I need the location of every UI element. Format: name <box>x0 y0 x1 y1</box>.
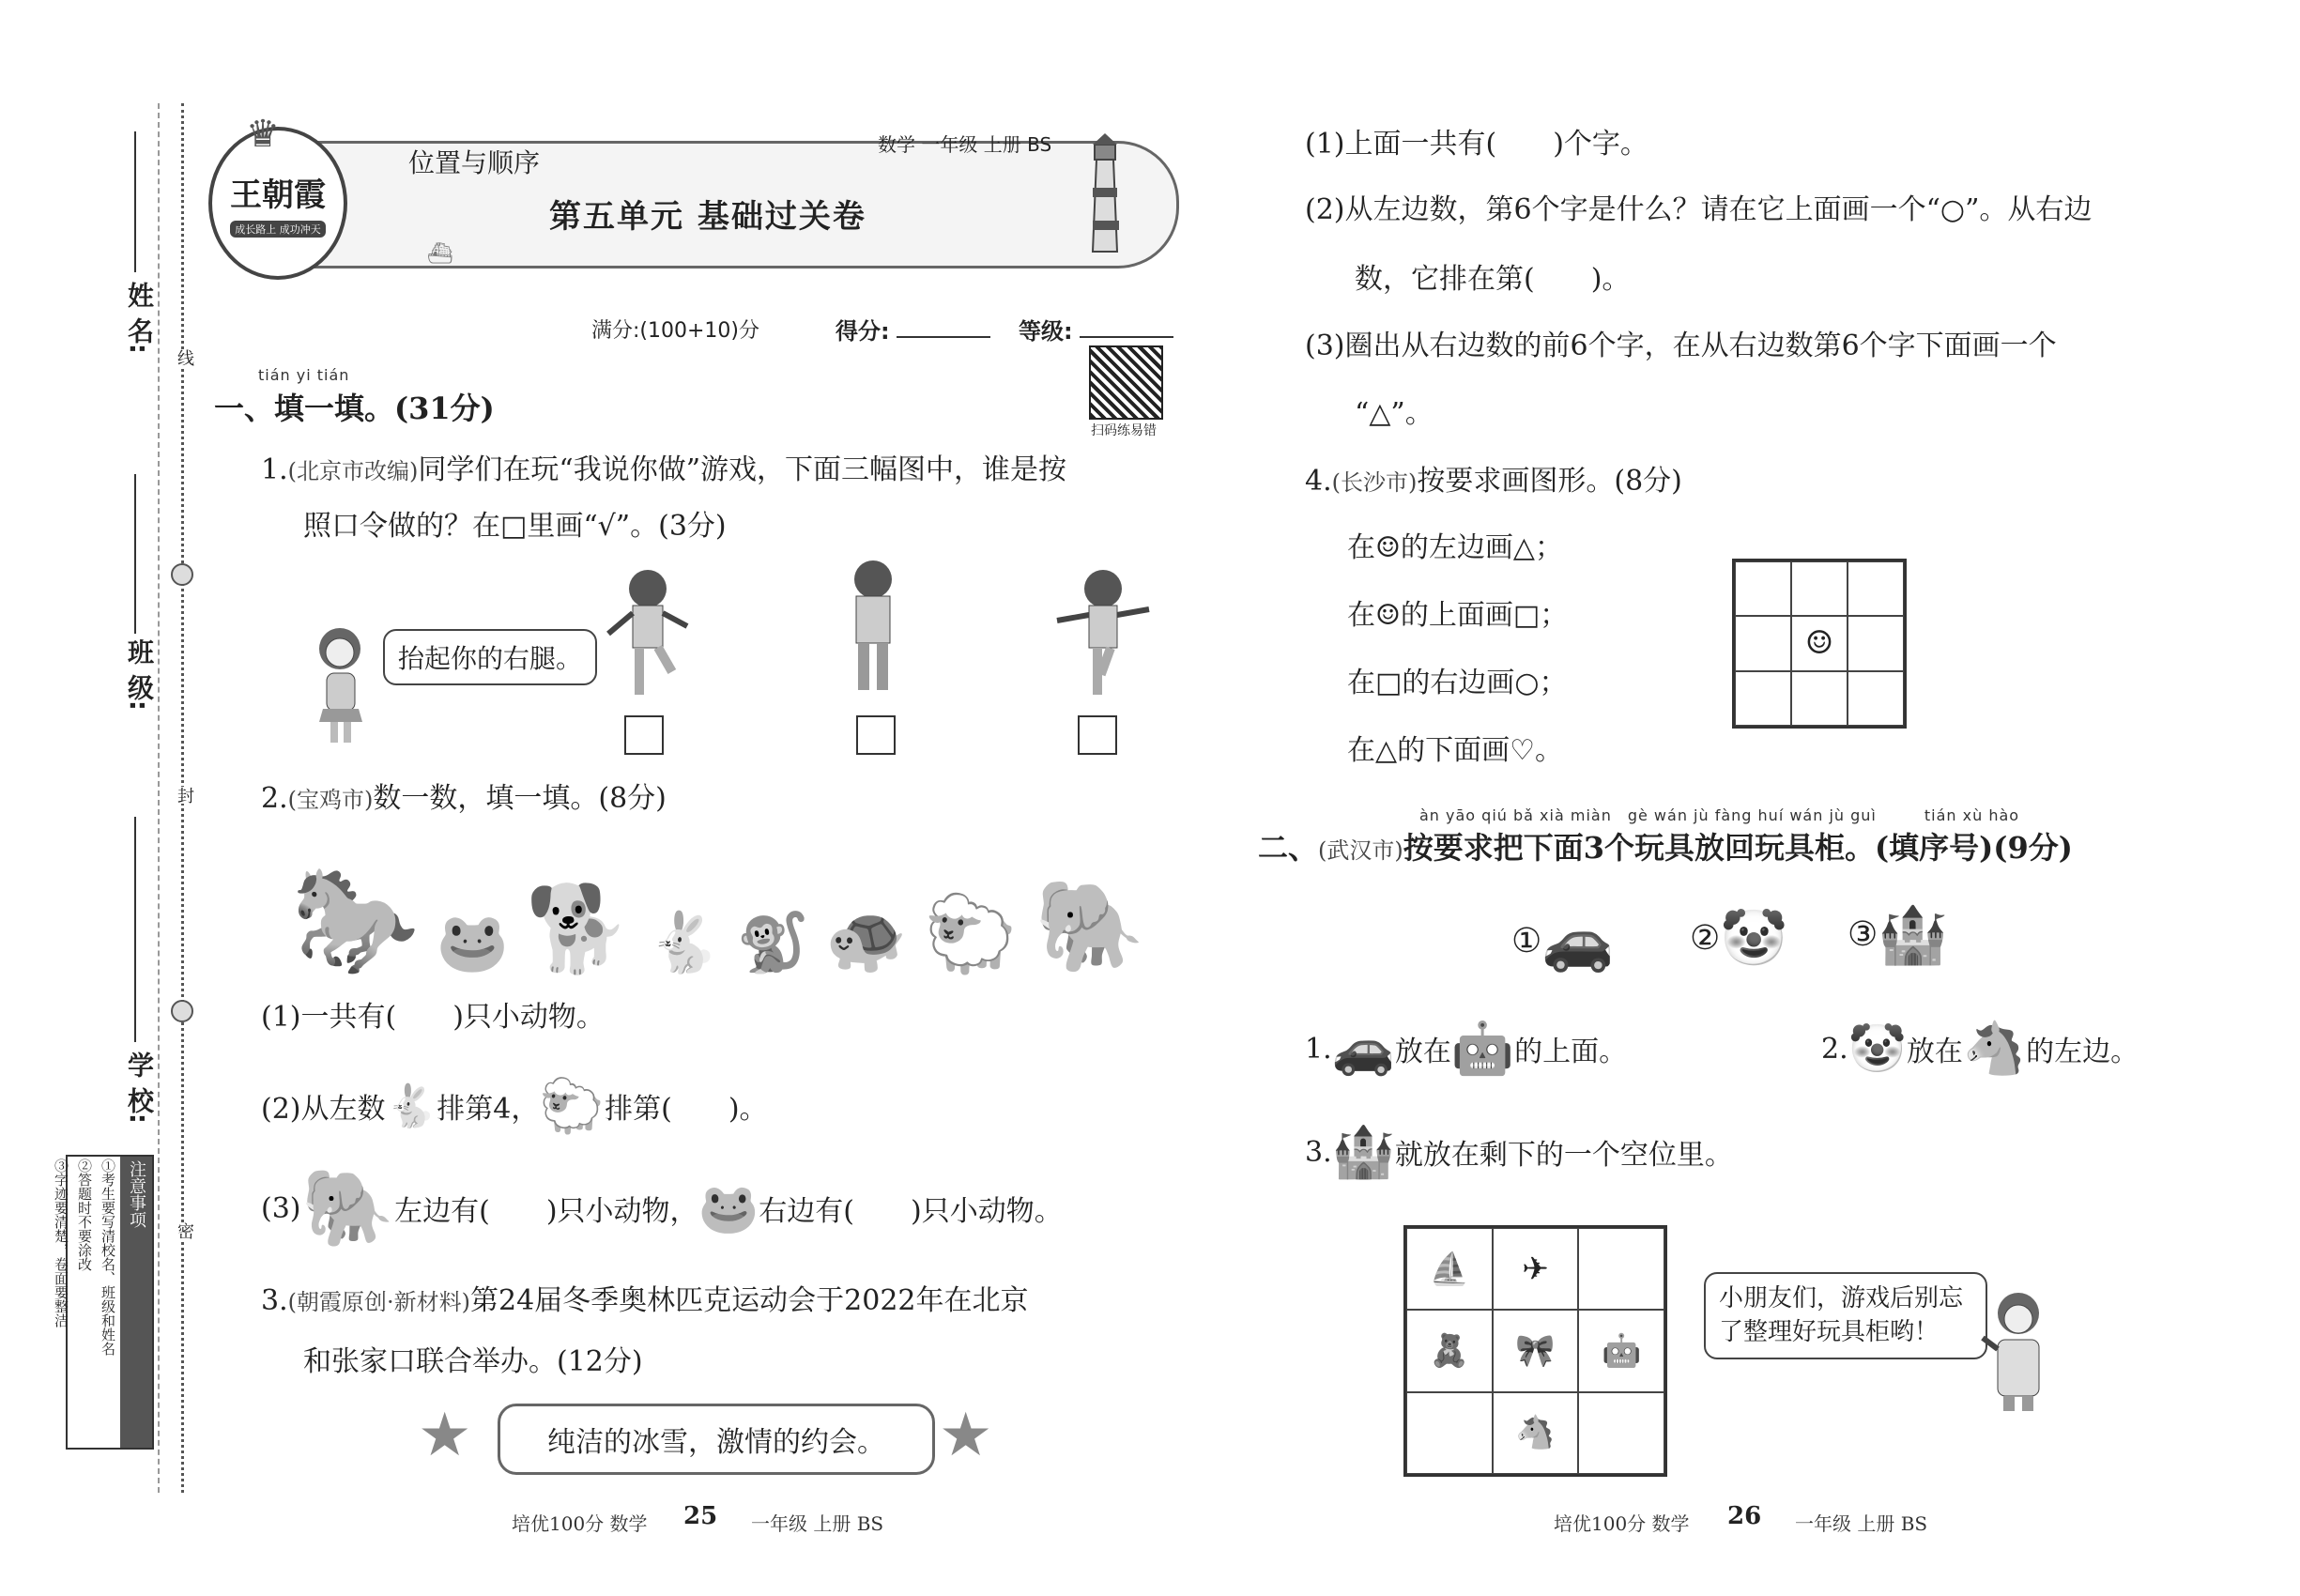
sheep-small-icon: 🐑 <box>539 1076 606 1137</box>
q2-part3-b: 左边有( )只小动物， <box>394 1195 698 1228</box>
notice-title: 注意事项 <box>120 1157 152 1448</box>
toy-2 <box>1690 906 1788 971</box>
left-page-number: 25 <box>683 1502 718 1530</box>
notice-item-1: ①考生要写清校名、班级和姓名 <box>100 1159 116 1356</box>
dog-icon: 🐕 <box>525 880 631 978</box>
q4-number: 4. <box>1305 465 1332 498</box>
rule-1-text-a: 放在 <box>1394 1036 1451 1068</box>
cabinet-slot[interactable] <box>1578 1228 1664 1310</box>
q2-part2-b: 排第4， <box>437 1093 540 1126</box>
section1-pinyin: tián yi tián <box>258 366 350 384</box>
elephant-icon: 🐘 <box>1034 875 1145 978</box>
notice-item-2: ②答题时不要涂改 <box>76 1159 93 1271</box>
cabinet-slot[interactable] <box>1406 1392 1493 1474</box>
ship-icon: ⛴ <box>427 242 453 266</box>
toy-clown-icon: 🤡 <box>1720 906 1788 970</box>
q4-cell[interactable] <box>1735 561 1791 616</box>
school-label: 学 校: <box>124 1051 155 1124</box>
notice-box <box>53 1155 154 1450</box>
sheep-icon: 🐑 <box>924 890 1018 977</box>
q2-text <box>261 775 667 816</box>
toy-2-label: ② <box>1690 919 1721 958</box>
q4-line: 按要求画图形。(8分) <box>1417 465 1682 498</box>
notice-item-3: ③字迹要清楚，卷面要整洁 <box>53 1159 69 1327</box>
blocks-small-icon: 🏰 <box>1331 1122 1395 1181</box>
section2-number: 二、 <box>1258 830 1319 866</box>
logo-subtext: 成长路上 成功冲天 <box>230 221 326 238</box>
answer-box-2[interactable] <box>856 715 896 755</box>
grade-input[interactable] <box>1080 336 1173 338</box>
toy-1 <box>1511 906 1614 975</box>
score-label: 得分: <box>836 318 890 345</box>
name-label: 姓 名: <box>124 282 155 354</box>
q4-cell[interactable] <box>1735 671 1791 726</box>
animal-row <box>291 840 1145 980</box>
toy-rule-1 <box>1305 1019 1627 1079</box>
header-meta: 数学 一年级 上册 BS <box>878 133 1052 156</box>
q4-cell[interactable] <box>1848 616 1904 670</box>
q4-cell[interactable] <box>1735 616 1791 670</box>
rule-2-text-a: 放在 <box>1906 1036 1963 1068</box>
smiley-icon: ☺ <box>1791 616 1848 670</box>
rabbit-small-icon: 🐇 <box>385 1082 437 1130</box>
robot-toy-icon: 🤖 <box>1578 1310 1664 1391</box>
right-page-number: 26 <box>1727 1502 1762 1530</box>
q3-part3-line1: (3)圈出从右边数的前6个字，在从右边数第6个字下面画一个 <box>1305 330 2057 362</box>
car-small-icon: 🚗 <box>1331 1019 1395 1078</box>
girl-figure <box>310 624 376 746</box>
toy-cabinet-grid[interactable] <box>1403 1225 1667 1477</box>
q2-part3-c: 右边有( )只小动物。 <box>759 1195 1063 1228</box>
q2-part2 <box>261 1075 768 1137</box>
mascot-right-icon: ★ <box>939 1401 993 1470</box>
frog-icon: 🐸 <box>436 908 509 976</box>
logo-crown-icon: ♛ <box>246 113 280 156</box>
page-title: 第五单元 基础过关卷 <box>549 198 866 236</box>
q1-text-line2: 照口令做的？在□里画“√”。(3分) <box>303 510 727 543</box>
q3-source: (朝霞原创·新材料) <box>287 1289 470 1315</box>
elephant-small-icon: 🐘 <box>300 1164 395 1251</box>
q4-item-3: 在□的右边画○； <box>1347 667 1568 699</box>
q1-source: (北京市改编) <box>287 458 419 484</box>
seal-char-2: 封 <box>172 787 196 804</box>
q2-line: 数一数，填一填。(8分) <box>373 782 667 815</box>
q4-drawing-grid[interactable] <box>1732 559 1907 729</box>
q3-part2-line1: (2)从左边数，第6个字是什么？请在它上面画一个“○”。从右边 <box>1305 193 2093 226</box>
q1-line1: 同学们在玩“我说你做”游戏，下面三幅图中，谁是按 <box>418 453 1067 486</box>
q2-part2-c: 排第( )。 <box>605 1093 768 1126</box>
q1-number: 1. <box>261 453 288 486</box>
seal-char-3: 密 <box>172 1222 196 1239</box>
right-footer-right: 一年级 上册 BS <box>1795 1512 1928 1535</box>
frog-small-icon: 🐸 <box>698 1180 759 1237</box>
mascot-left-icon: ★ <box>418 1401 472 1470</box>
q3-text-line2: 和张家口联合举办。(12分) <box>303 1345 643 1378</box>
rule-2-number: 2. <box>1821 1032 1848 1066</box>
left-footer-right: 一年级 上册 BS <box>751 1512 884 1535</box>
q3-part1: (1)上面一共有( )个字。 <box>1305 128 1648 161</box>
q3-line1: 第24届冬季奥林匹克运动会于2022年在北京 <box>469 1284 1029 1317</box>
cabinet-slot[interactable] <box>1578 1392 1664 1474</box>
q2-part3-a: (3) <box>261 1191 301 1225</box>
rule-3-number: 3. <box>1305 1135 1332 1169</box>
right-footer: 培优100分 数学 <box>1554 1512 1690 1535</box>
robot-small-icon: 🤖 <box>1450 1019 1515 1078</box>
logo-text: 王朝霞 <box>230 176 326 214</box>
grade-label: 等级: <box>1019 318 1073 345</box>
class-label: 班 级: <box>124 638 155 711</box>
lighthouse-icon <box>1089 131 1121 253</box>
q4-text <box>1305 457 1682 499</box>
seal-char-1: 线 <box>172 349 196 366</box>
rule-2-text-b: 的左边。 <box>2026 1036 2139 1068</box>
toy-car-icon: 🚗 <box>1541 906 1615 974</box>
school-line[interactable] <box>134 817 136 1042</box>
teacher-figure <box>1981 1291 2056 1413</box>
seal-dot-2 <box>171 1000 193 1022</box>
section2-text: 按要求把下面3个玩具放回玩具柜。(填序号)(9分) <box>1403 830 2073 866</box>
section2-pinyin: àn yāo qiú bǎ xià miàn gè wán jù fàng huí wán jù guì tián xù hào <box>1419 806 2020 824</box>
q3-text-line1 <box>261 1277 1029 1318</box>
toy-3-label: ③ <box>1848 915 1878 954</box>
q4-item-1: 在☺的左边画△； <box>1347 531 1563 564</box>
q1-text-line1 <box>261 446 1066 487</box>
q3-part3-line2: “△”。 <box>1355 397 1434 430</box>
full-score: 满分:(100+10)分 <box>591 319 759 343</box>
ship-toy-icon: ⛵ <box>1406 1228 1493 1310</box>
seal-dot-1 <box>171 563 193 586</box>
kid-figure-2 <box>836 559 911 699</box>
answer-box-3[interactable] <box>1078 715 1117 755</box>
monkey-icon: 🐒 <box>736 908 809 976</box>
qr-code[interactable] <box>1089 345 1163 420</box>
binding-dotted-line-2 <box>158 103 160 1493</box>
rocking-horse-icon: 🐴 <box>1962 1019 2027 1078</box>
q4-cell[interactable] <box>1791 671 1848 726</box>
teacher-speech-bubble: 小朋友们，游戏后别忘了整理好玩具柜哟！ <box>1704 1272 1987 1359</box>
section1-title: 一、填一填。(31分) <box>214 391 495 426</box>
kid-figure-1 <box>601 568 695 704</box>
toy-rule-3 <box>1305 1122 1733 1182</box>
q4-cell[interactable] <box>1848 561 1904 616</box>
q2-part3 <box>261 1164 1063 1252</box>
q3-banner-text: 纯洁的冰雪，激情的约会。 <box>547 1426 885 1459</box>
q3-part2-line2: 数，它排在第( )。 <box>1355 263 1631 296</box>
answer-box-1[interactable] <box>624 715 664 755</box>
q4-cell[interactable] <box>1791 561 1848 616</box>
bow-toy-icon: 🎀 <box>1493 1310 1579 1391</box>
q2-source: (宝鸡市) <box>287 787 374 813</box>
left-footer: 培优100分 数学 <box>512 1512 648 1535</box>
kid-figure-3 <box>1051 568 1155 704</box>
rule-1-number: 1. <box>1305 1032 1332 1066</box>
q2-number: 2. <box>261 782 288 815</box>
rabbit-icon: 🐇 <box>647 908 720 976</box>
toy-blocks-icon: 🏰 <box>1878 902 1948 968</box>
turtle-icon: 🐢 <box>825 900 908 977</box>
q4-source: (长沙市) <box>1331 469 1418 496</box>
rule-3-text: 就放在剩下的一个空位里。 <box>1394 1139 1733 1172</box>
q2-part1: (1)一共有( )只小动物。 <box>261 1001 605 1034</box>
name-line[interactable] <box>134 131 136 272</box>
bear-toy-icon: 🧸 <box>1406 1310 1493 1391</box>
q2-part2-a: (2)从左数 <box>261 1093 386 1126</box>
toy-1-label: ① <box>1511 921 1542 960</box>
q3-number: 3. <box>261 1284 288 1317</box>
q1-speech-bubble: 抬起你的右腿。 <box>383 629 597 685</box>
horse-icon: 🐎 <box>291 860 420 980</box>
qr-caption: 扫码练易错 <box>1091 423 1157 438</box>
plane-toy-icon: ✈ <box>1493 1228 1579 1310</box>
toy-3 <box>1848 901 1948 968</box>
score-input[interactable] <box>897 336 990 338</box>
q4-item-2: 在☺的上面画□； <box>1347 599 1569 632</box>
section2-title <box>1258 824 2073 867</box>
q3-banner <box>498 1404 935 1475</box>
rule-1-text-b: 的上面。 <box>1514 1036 1628 1068</box>
section2-source: (武汉市) <box>1318 837 1403 864</box>
clown-small-icon: 🤡 <box>1848 1021 1907 1076</box>
class-line[interactable] <box>134 474 136 634</box>
q4-item-4: 在△的下面画♡。 <box>1347 734 1563 767</box>
q4-cell[interactable] <box>1848 671 1904 726</box>
toy-rule-2 <box>1821 1019 2139 1079</box>
header-subtitle: 位置与顺序 <box>408 147 541 178</box>
horse-toy-icon: 🐴 <box>1493 1392 1579 1474</box>
